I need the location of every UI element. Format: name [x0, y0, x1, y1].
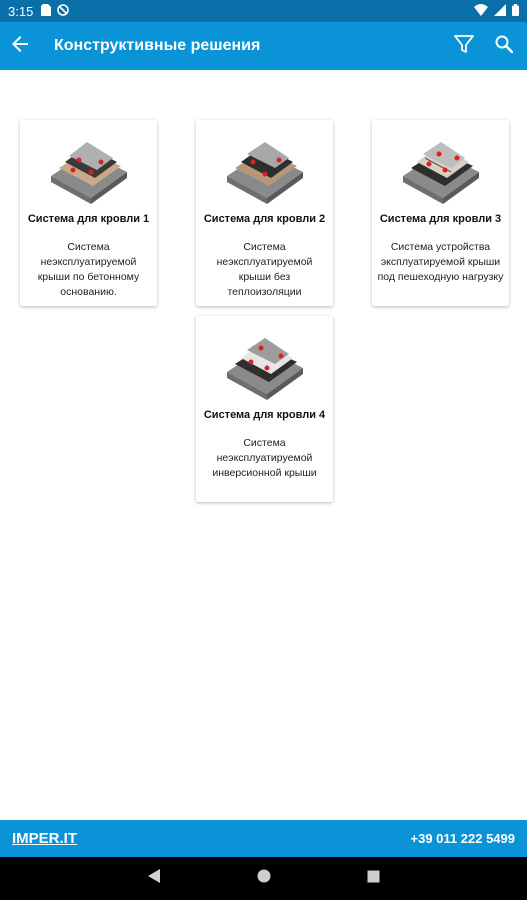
- solution-card-3[interactable]: [372, 120, 509, 306]
- sim-card-icon: [41, 4, 51, 19]
- system-nav-bar: [0, 857, 527, 900]
- card-description: Система устройства эксплуатируемой крыши под пешеходную нагрузку: [377, 241, 504, 283]
- solution-card-2[interactable]: [196, 120, 333, 306]
- wifi-icon: [474, 4, 488, 19]
- filter-icon: [454, 34, 474, 59]
- footer-bar: [0, 820, 527, 857]
- nav-back-icon: [147, 868, 161, 884]
- nav-recents-icon: [367, 870, 380, 883]
- brand-link[interactable]: IMPER.IT: [12, 830, 78, 847]
- roof-system-2-image: [201, 120, 328, 204]
- back-button[interactable]: [0, 22, 44, 70]
- status-time: 3:15: [8, 3, 34, 19]
- phone-link[interactable]: +39 011 222 5499: [410, 831, 515, 846]
- solution-card-1[interactable]: [20, 120, 157, 306]
- nav-home-button[interactable]: [257, 869, 271, 888]
- nav-back-button[interactable]: [147, 868, 161, 889]
- battery-icon: [512, 4, 519, 19]
- roof-system-3-image: [377, 120, 504, 204]
- nav-home-icon: [257, 869, 271, 883]
- no-entry-icon: [57, 4, 69, 19]
- signal-icon: [494, 4, 506, 19]
- nav-recents-button[interactable]: [367, 870, 380, 888]
- status-bar: [0, 0, 527, 22]
- card-title: Система для кровли 4: [203, 409, 326, 421]
- arrow-back-icon: [11, 35, 29, 58]
- search-icon: [495, 35, 513, 58]
- roof-system-1-image: [25, 120, 152, 204]
- solution-card-4[interactable]: [196, 316, 333, 502]
- card-description: Система неэксплуатируемой крыши по бетонному основанию.: [37, 241, 140, 298]
- card-title: Система для кровли 1: [27, 213, 150, 225]
- app-bar: [0, 22, 527, 70]
- filter-button[interactable]: [447, 29, 481, 63]
- card-description: Система неэксплуатируемой инверсионной крыши: [212, 437, 317, 479]
- card-description: Система неэксплуатируемой крыши без теплоизоляции: [216, 241, 313, 298]
- card-title: Система для кровли 3: [379, 213, 502, 225]
- page-title: Конструктивные решения: [54, 37, 261, 54]
- roof-system-4-image: [201, 316, 328, 400]
- card-title: Система для кровли 2: [203, 213, 326, 225]
- search-button[interactable]: [487, 29, 521, 63]
